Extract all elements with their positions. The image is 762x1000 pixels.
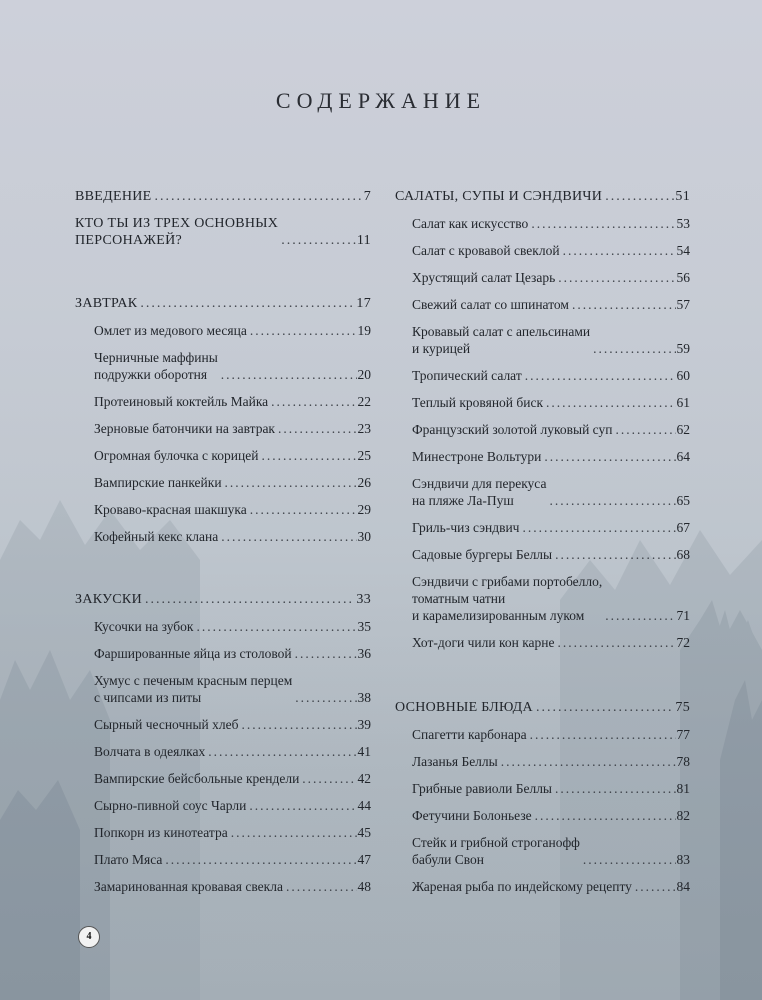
dot-leader (605, 607, 675, 624)
toc-section-entry[interactable] (75, 295, 371, 312)
toc-page-number: 25 (357, 448, 371, 463)
dot-leader (593, 340, 675, 357)
dot-leader (145, 591, 355, 608)
toc-entry-title: Теплый кровяной биск (412, 395, 544, 410)
toc-entry-title: Замаринованная кровавая свекла (94, 879, 283, 894)
dot-leader (295, 689, 356, 706)
toc-entry[interactable] (94, 878, 371, 895)
dot-leader (572, 296, 676, 313)
toc-left-column (75, 188, 371, 905)
dot-leader (250, 322, 357, 339)
dot-leader (250, 501, 357, 518)
toc-entry[interactable] (412, 475, 690, 509)
toc-entry-title: Гриль-чиз сэндвич (412, 520, 520, 535)
toc-entry[interactable] (412, 367, 690, 384)
dot-leader (165, 851, 356, 868)
toc-entry-title: ОСНОВНЫЕ БЛЮДА (395, 700, 533, 715)
toc-page-number: 71 (676, 608, 690, 623)
toc-entry-title: Волчата в одеялках (94, 744, 206, 759)
toc-entry[interactable] (94, 851, 371, 868)
page-title: СОДЕРЖАНИЕ (275, 88, 487, 113)
dot-leader (635, 878, 676, 895)
toc-page-number: 67 (676, 520, 690, 535)
toc-entry-title: Кровавый салат с апельсинами и курицей (412, 324, 591, 356)
toc-entry-title: ВВЕДЕНИЕ (75, 189, 152, 204)
dot-leader (140, 295, 355, 312)
dot-leader (155, 188, 363, 205)
toc-page-number: 48 (357, 879, 371, 894)
toc-page-number: 7 (363, 189, 371, 204)
toc-entry[interactable] (412, 834, 690, 868)
toc-entry-title: КТО ТЫ ИЗ ТРЕХ ОСНОВНЫХ ПЕРСОНАЖЕЙ? (75, 216, 279, 248)
toc-page-number: 78 (676, 754, 690, 769)
toc-page-number: 54 (676, 243, 690, 258)
toc-page-number: 45 (357, 825, 371, 840)
toc-page-number: 84 (676, 879, 690, 894)
toc-entry-title: Хрустящий салат Цезарь (412, 270, 556, 285)
toc-page-number: 62 (676, 422, 690, 437)
toc-entry-title: Свежий салат со шпинатом (412, 297, 569, 312)
toc-entry[interactable] (94, 618, 371, 635)
toc-right-column (395, 188, 690, 905)
toc-entry[interactable] (94, 797, 371, 814)
toc-page-number: 29 (357, 502, 371, 517)
toc-entry-title: Грибные равиоли Беллы (412, 781, 552, 796)
toc-page-number: 47 (357, 852, 371, 867)
dot-leader (302, 770, 356, 787)
dot-leader (261, 447, 356, 464)
toc-page-number: 77 (676, 727, 690, 742)
toc-page-number: 64 (676, 449, 690, 464)
dot-leader (221, 366, 357, 383)
toc-entry-title: Сырный чесночный хлеб (94, 717, 239, 732)
dot-leader (249, 797, 356, 814)
toc-entry[interactable] (412, 323, 690, 357)
toc-entry[interactable] (412, 448, 690, 465)
dot-leader (535, 807, 676, 824)
toc-entry-title: Кофейный кекс клана (94, 529, 219, 544)
toc-entry-title: Вампирские бейсбольные крендели (94, 771, 300, 786)
toc-section-entry[interactable] (75, 591, 371, 608)
toc-page-number: 38 (357, 690, 371, 705)
toc-page-number: 81 (676, 781, 690, 796)
dot-leader (555, 780, 676, 797)
toc-section-entry[interactable] (75, 188, 371, 205)
toc-entry-title: Сырно-пивной соус Чарли (94, 798, 247, 813)
toc-entry-title: Огромная булочка с корицей (94, 448, 259, 463)
section-spacer (75, 555, 371, 591)
toc-page-number: 51 (675, 189, 690, 204)
dot-leader (525, 367, 676, 384)
toc-page-number: 83 (676, 852, 690, 867)
toc-entry[interactable] (412, 780, 690, 797)
toc-entry-title: Вампирские панкейки (94, 475, 222, 490)
toc-entry[interactable] (94, 716, 371, 733)
toc-entry[interactable] (94, 743, 371, 760)
toc-section-entry[interactable] (395, 188, 690, 205)
toc-entry[interactable] (94, 672, 371, 706)
toc-entry[interactable] (412, 634, 690, 651)
toc-entry-title: Кусочки на зубок (94, 619, 194, 634)
toc-page-number: 19 (357, 323, 371, 338)
dot-leader (549, 492, 675, 509)
toc-entry[interactable] (412, 242, 690, 259)
toc-page-number: 33 (356, 592, 371, 607)
toc-page-number: 30 (357, 529, 371, 544)
dot-leader (544, 448, 675, 465)
toc-entry[interactable] (94, 393, 371, 410)
toc-entry[interactable] (94, 824, 371, 841)
toc-page-number: 39 (357, 717, 371, 732)
toc-entry-title: Стейк и грибной строганофф бабули Свон (412, 835, 580, 867)
toc-page-number: 56 (676, 270, 690, 285)
toc-entry[interactable] (412, 215, 690, 232)
dot-leader (563, 242, 676, 259)
toc-page-number: 17 (356, 296, 371, 311)
toc-entry-title: ЗАВТРАК (75, 296, 138, 311)
toc-entry[interactable] (94, 528, 371, 545)
toc-entry-title: Попкорн из кинотеатра (94, 825, 228, 840)
toc-entry[interactable] (94, 474, 371, 491)
dot-leader (501, 753, 676, 770)
toc-entry-title: Протеиновый коктейль Майка (94, 394, 269, 409)
toc-page-number: 59 (676, 341, 690, 356)
toc-entry-title: Зерновые батончики на завтрак (94, 421, 275, 436)
section-spacer (75, 259, 371, 295)
toc-page-number: 75 (675, 700, 690, 715)
dot-leader (286, 878, 357, 895)
page-number-badge: 4 (78, 926, 100, 948)
toc-entry[interactable] (412, 878, 690, 895)
toc-entry[interactable] (94, 420, 371, 437)
toc-entry-title: Хот-доги чили кон карне (412, 635, 555, 650)
toc-entry[interactable] (412, 269, 690, 286)
dot-leader (231, 824, 357, 841)
toc-page-number: 36 (357, 646, 371, 661)
toc-entry-title: Салат с кровавой свеклой (412, 243, 560, 258)
dot-leader (558, 269, 675, 286)
dot-leader (196, 618, 356, 635)
dot-leader (221, 528, 356, 545)
toc-page-number: 44 (357, 798, 371, 813)
toc-page-number: 41 (357, 744, 371, 759)
dot-leader (615, 421, 675, 438)
dot-leader (295, 645, 357, 662)
toc-entry-title: Салат как искусство (412, 216, 529, 231)
toc-entry[interactable] (412, 394, 690, 411)
dot-leader (522, 519, 675, 536)
toc-entry[interactable] (412, 573, 690, 624)
toc-page-number: 22 (357, 394, 371, 409)
dot-leader (555, 546, 675, 563)
toc-page-number: 35 (357, 619, 371, 634)
dot-leader (583, 851, 676, 868)
toc-entry-title: Жареная рыба по индейскому рецепту (412, 879, 632, 894)
toc-entry[interactable] (412, 726, 690, 743)
toc-page-number: 11 (356, 233, 371, 248)
toc-page-number: 72 (676, 635, 690, 650)
dot-leader (281, 232, 356, 249)
toc-page-number: 60 (676, 368, 690, 383)
toc-entry-title: Черничные маффины подружки оборотня (94, 350, 218, 382)
toc-entry-title: Фаршированные яйца из столовой (94, 646, 292, 661)
toc-entry-title: Хумус с печеным красным перцем с чипсами из питы (94, 673, 293, 705)
toc-entry-title: Сэндвичи с грибами портобелло, томатным чатни и карамелизированным луком (412, 574, 603, 623)
toc-entry[interactable] (412, 546, 690, 563)
dot-leader (530, 726, 676, 743)
toc-section-entry[interactable] (75, 215, 371, 249)
dot-leader (546, 394, 675, 411)
toc-entry-title: САЛАТЫ, СУПЫ И СЭНДВИЧИ (395, 189, 603, 204)
dot-leader (605, 188, 674, 205)
section-spacer (395, 661, 690, 699)
toc-entry-title: Омлет из медового месяца (94, 323, 247, 338)
toc-entry[interactable] (412, 421, 690, 438)
toc-page-number: 26 (357, 475, 371, 490)
dot-leader (225, 474, 357, 491)
toc-entry-title: Минестроне Вольтури (412, 449, 542, 464)
toc-entry[interactable] (412, 753, 690, 770)
toc-entry-title: Французский золотой луковый суп (412, 422, 613, 437)
toc-page-number: 82 (676, 808, 690, 823)
toc-entry-title: ЗАКУСКИ (75, 592, 142, 607)
toc-entry-title: Спагетти карбонара (412, 727, 527, 742)
toc-entry[interactable] (94, 501, 371, 518)
toc-entry[interactable] (94, 447, 371, 464)
toc-entry-title: Тропический салат (412, 368, 522, 383)
dot-leader (536, 699, 674, 716)
dot-leader (558, 634, 676, 651)
toc-page-number: 68 (676, 547, 690, 562)
toc-page-number: 20 (357, 367, 371, 382)
dot-leader (208, 743, 356, 760)
toc-entry-title: Сэндвичи для перекуса на пляже Ла-Пуш (412, 476, 547, 508)
toc-entry[interactable] (94, 349, 371, 383)
toc-entry-title: Плато Мяса (94, 852, 163, 867)
toc-entry[interactable] (412, 519, 690, 536)
toc-section-entry[interactable] (395, 699, 690, 716)
toc-page-number: 42 (357, 771, 371, 786)
toc-entry[interactable] (412, 807, 690, 824)
dot-leader (271, 393, 356, 410)
toc-page-number: 53 (676, 216, 690, 231)
toc-entry-title: Фетучини Болоньезе (412, 808, 532, 823)
toc-page-number: 57 (676, 297, 690, 312)
toc-entry-title: Садовые бургеры Беллы (412, 547, 553, 562)
toc-entry-title: Лазанья Беллы (412, 754, 498, 769)
toc-entry-title: Кроваво-красная шакшука (94, 502, 247, 517)
toc-entry[interactable] (94, 322, 371, 339)
toc-entry[interactable] (94, 645, 371, 662)
toc-entry[interactable] (412, 296, 690, 313)
toc-entry[interactable] (94, 770, 371, 787)
dot-leader (242, 716, 357, 733)
toc-page-number: 65 (676, 493, 690, 508)
dot-leader (278, 420, 357, 437)
toc-page-number: 23 (357, 421, 371, 436)
dot-leader (531, 215, 675, 232)
toc-page-number: 61 (676, 395, 690, 410)
